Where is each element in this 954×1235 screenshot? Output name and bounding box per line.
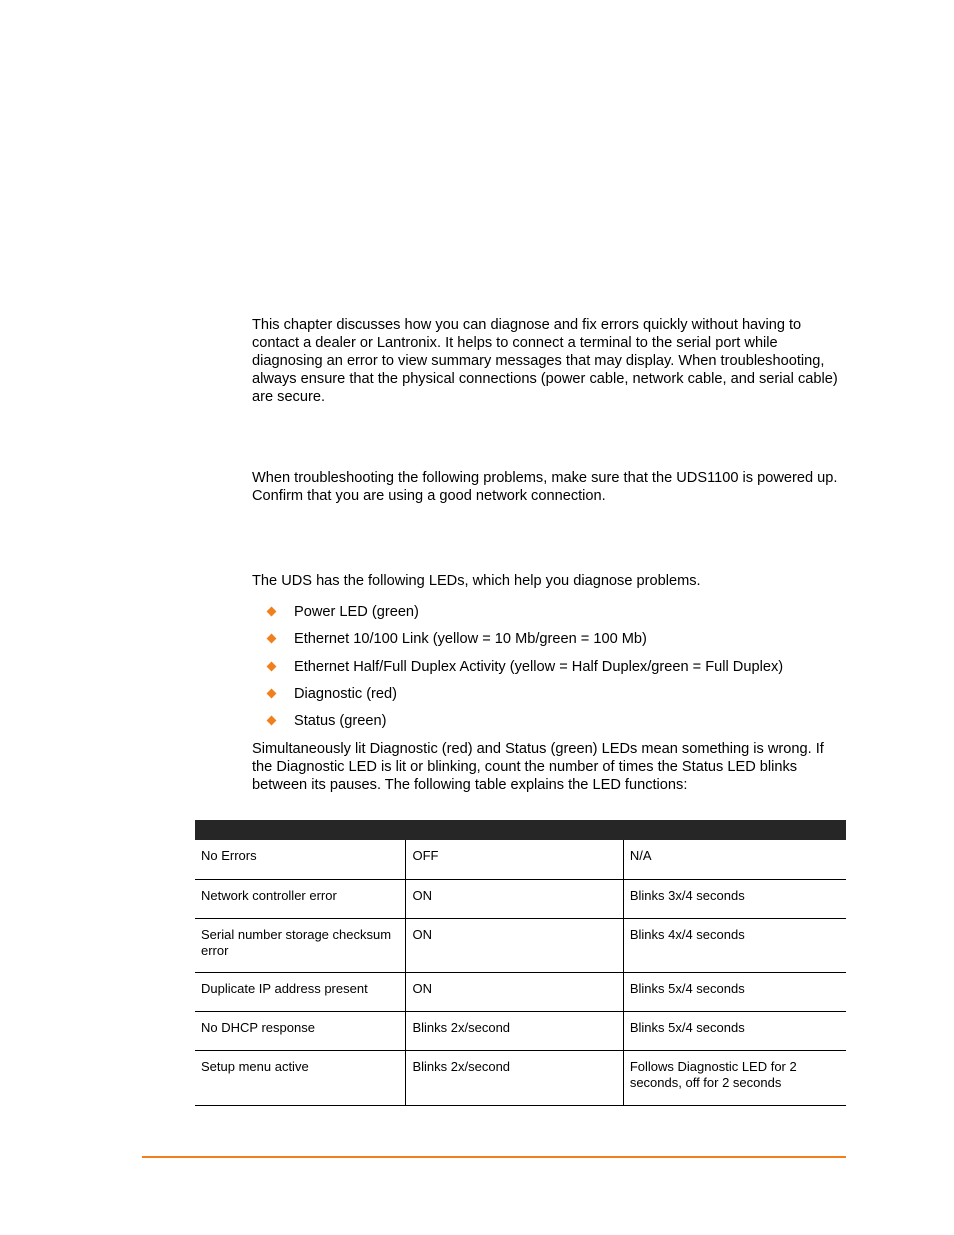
bullet-item-ethernet-duplex bbox=[266, 658, 783, 685]
diagnostic-led-cell: OFF bbox=[406, 840, 623, 879]
diagnostic-led-cell: ON bbox=[406, 918, 623, 972]
uds-leds-paragraph: The UDS has the following LEDs, which help you diagnose problems. bbox=[252, 573, 701, 589]
condition-cell: Setup menu active bbox=[195, 1050, 406, 1105]
orange-diamond-icon bbox=[267, 716, 277, 726]
table-header-cell bbox=[623, 820, 846, 840]
simultaneous-leds-paragraph: Simultaneously lit Diagnostic (red) and Status (green) LEDs mean something is wrong. If the Diagnostic LED is lit or blinking, count the number of times the Status LED blinks between its pauses. The following table explains the LED functions: bbox=[252, 741, 824, 793]
table-row bbox=[195, 972, 846, 1011]
table-row bbox=[195, 918, 846, 972]
status-led-cell: Blinks 5x/4 seconds bbox=[623, 1011, 846, 1050]
table-row bbox=[195, 879, 846, 918]
bullet-item-status bbox=[266, 712, 783, 739]
table-header-row bbox=[195, 820, 846, 840]
orange-diamond-icon bbox=[267, 634, 277, 644]
bullet-item-power-led bbox=[266, 603, 783, 630]
condition-cell: Duplicate IP address present bbox=[195, 972, 406, 1011]
status-led-cell: Blinks 4x/4 seconds bbox=[623, 918, 846, 972]
footer-divider bbox=[142, 1156, 846, 1158]
status-led-cell: Follows Diagnostic LED for 2 seconds, off for 2 seconds bbox=[623, 1050, 846, 1105]
diagnostic-led-cell: Blinks 2x/second bbox=[406, 1050, 623, 1105]
condition-cell: No DHCP response bbox=[195, 1011, 406, 1050]
bullet-text: Status (green) bbox=[294, 713, 387, 730]
diagnostic-led-cell: Blinks 2x/second bbox=[406, 1011, 623, 1050]
bullet-item-ethernet-link bbox=[266, 630, 783, 657]
status-led-cell: N/A bbox=[623, 840, 846, 879]
diagnostic-led-cell: ON bbox=[406, 972, 623, 1011]
bullet-text: Ethernet 10/100 Link (yellow = 10 Mb/green = 100 Mb) bbox=[294, 631, 647, 648]
table-row bbox=[195, 1050, 846, 1105]
bullet-item-diagnostic bbox=[266, 685, 783, 712]
condition-cell: Serial number storage checksum error bbox=[195, 918, 406, 972]
condition-cell: No Errors bbox=[195, 840, 406, 879]
condition-cell: Network controller error bbox=[195, 879, 406, 918]
table-row bbox=[195, 1011, 846, 1050]
diagnostic-led-cell: ON bbox=[406, 879, 623, 918]
bullet-text: Power LED (green) bbox=[294, 604, 419, 620]
status-led-cell: Blinks 3x/4 seconds bbox=[623, 879, 846, 918]
table-row bbox=[195, 840, 846, 879]
status-led-cell: Blinks 5x/4 seconds bbox=[623, 972, 846, 1011]
orange-diamond-icon bbox=[267, 607, 277, 617]
table-header-cell bbox=[406, 820, 623, 840]
bullet-text: Ethernet Half/Full Duplex Activity (yellow = Half Duplex/green = Full Duplex) bbox=[294, 658, 784, 675]
orange-diamond-icon bbox=[267, 688, 277, 698]
led-bullet-list bbox=[266, 603, 783, 739]
led-functions-table bbox=[195, 820, 846, 1106]
troubleshooting-paragraph: When troubleshooting the following problems, make sure that the UDS1100 is powered up. Confirm that you are using a good network connection. bbox=[252, 470, 838, 504]
orange-diamond-icon bbox=[267, 661, 277, 671]
intro-paragraph: This chapter discusses how you can diagnose and fix errors quickly without having to contact a dealer or Lantronix. It helps to connect a terminal to the serial port while diagnosing an error to view summary messages that may display. When troubleshooting, always ensure that the physical connections (power cable, network cable, and serial cable) are secure. bbox=[252, 317, 838, 405]
bullet-text: Diagnostic (red) bbox=[294, 685, 398, 702]
table-header-cell bbox=[195, 820, 406, 840]
